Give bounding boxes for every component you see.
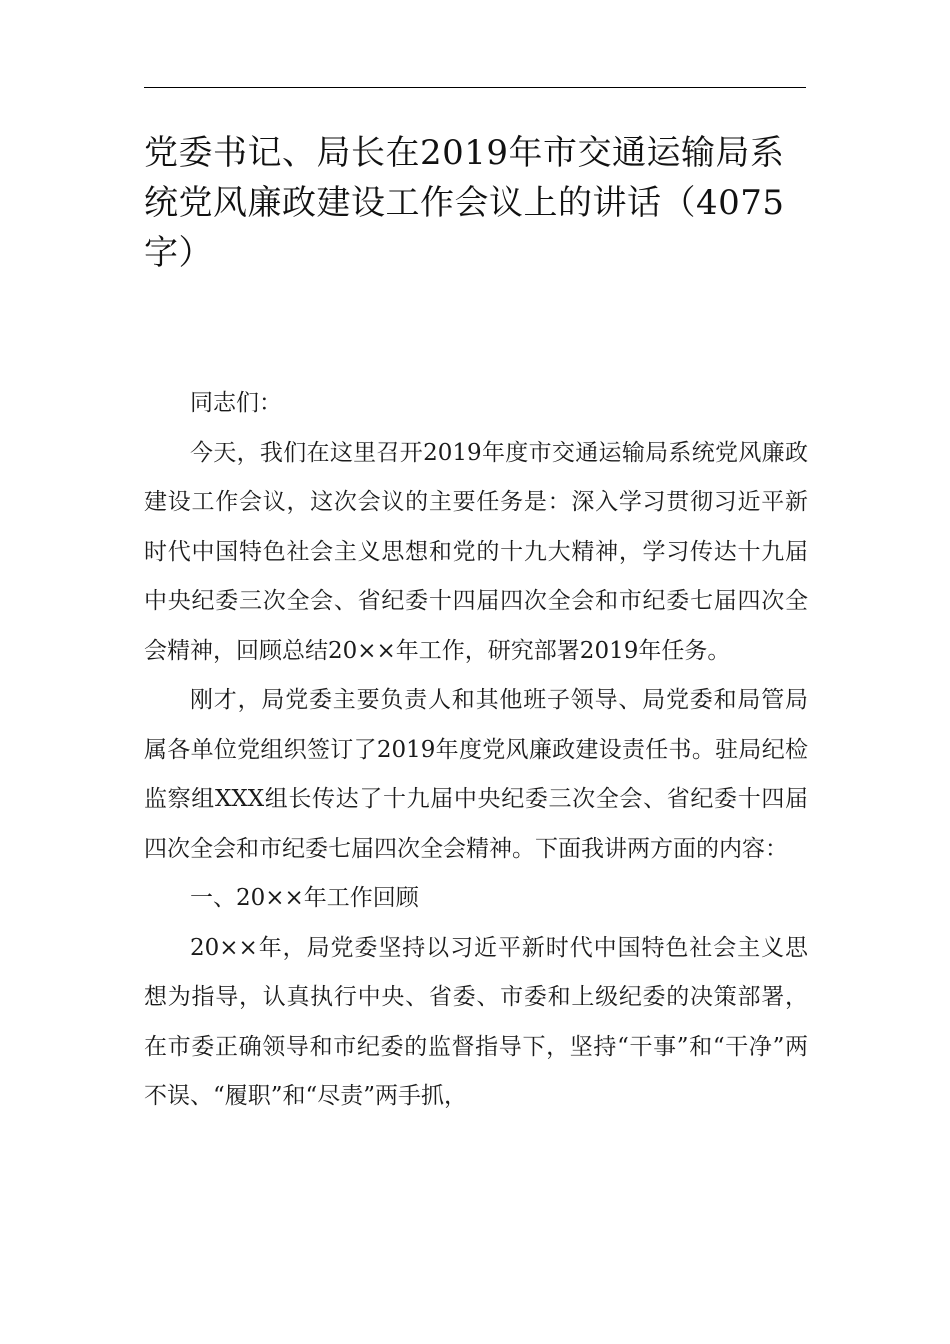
paragraph-opening: 今天，我们在这里召开2019年度市交通运输局系统党风廉政建设工作会议，这次会议的主要任务是：深入学习贯彻习近平新时代中国特色社会主义思想和党的十九大精神，学习传达十九届中央纪委三次全会、省纪委十四届四次全会和市纪委七届四次全会精神，回顾总结20××年工作，研究部署2019年任务。 bbox=[144, 439, 808, 664]
document-body bbox=[144, 379, 808, 1122]
paragraph-agenda: 刚才，局党委主要负责人和其他班子领导、局党委和局管局属各单位党组织签订了2019年度党风廉政建设责任书。驻局纪检监察组XXX组长传达了十九届中央纪委三次全会、省纪委十四届四次全会和市纪委七届四次全会精神。下面我讲两方面的内容： bbox=[144, 687, 808, 862]
section-heading: 一、20××年工作回顾 bbox=[190, 885, 419, 911]
paragraph-review: 20××年，局党委坚持以习近平新时代中国特色社会主义思想为指导，认真执行中央、省委、市委和上级纪委的决策部署，在市委正确领导和市纪委的监督指导下，坚持“干事”和“干净”两不误、“履职”和“尽责”两手抓， bbox=[144, 934, 808, 1109]
salutation: 同志们： bbox=[190, 390, 282, 416]
header-rule bbox=[144, 87, 806, 88]
document-title: 党委书记、局长在2019年市交通运输局系统党风廉政建设工作会议上的讲话（4075字） bbox=[144, 133, 785, 273]
